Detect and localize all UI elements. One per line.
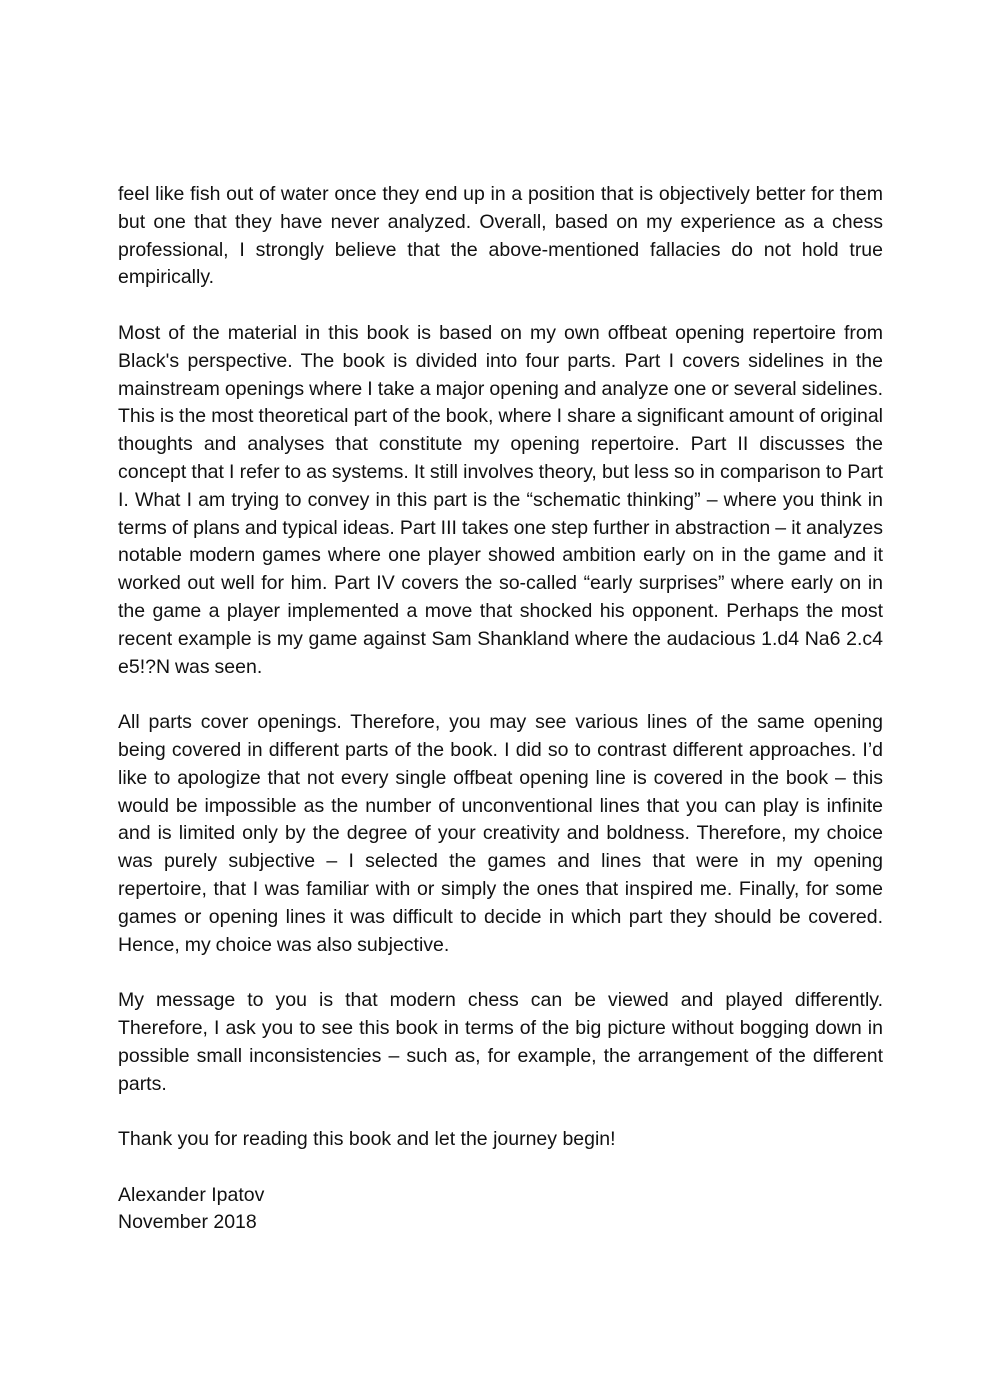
signature-block bbox=[118, 1182, 883, 1238]
document-page bbox=[118, 181, 883, 1237]
paragraph-2: Most of the material in this book is based on my own offbeat opening repertoire from Black's perspective. The book is divided into four parts. Part I covers sidelines in the mainstream openings where I take a major opening and analyze one or several sidelines. This is the most theoretical part of the book, where I share a significant amount of original thoughts and analyses that constitute my opening repertoire. Part II discusses the concept that I refer to as systems. It still involves theory, but less so in comparison to Part I. What I am trying to convey in this part is the “schematic thinking” – where you think in terms of plans and typical ideas. Part III takes one step further in abstraction – it analyzes notable modern games where one player showed ambition early on in the game and it worked out well for him. Part IV covers the so-called “early surprises” where early on in the game a player implemented a move that shocked his opponent. Perhaps the most recent example is my game against Sam Shankland where the audacious 1.d4 Na6 2.c4 e5!?N was seen. bbox=[118, 321, 883, 678]
paragraph-4: My message to you is that modern chess can be viewed and played differently. Therefore, I ask you to see this book in terms of the big picture without bogging down in possible small inconsistencies – such as, for example, the arrangement of the different parts. bbox=[118, 989, 883, 1095]
paragraph-3: All parts cover openings. Therefore, you may see various lines of the same opening being covered in different parts of the book. I did so to contrast different approaches. I’d like to apologize that not every single offbeat opening line is covered in the book – this would be impossible as the number of unconventional lines that you can play is infinite and is limited only by the degree of your creativity and boldness. Therefore, my choice was purely subjective – I selected the games and lines that were in my opening repertoire, that I was familiar with or simply the ones that inspired me. Finally, for some games or opening lines it was difficult to decide in which part they should be covered. Hence, my choice was also subjective. bbox=[118, 711, 883, 956]
signature-date: November 2018 bbox=[118, 1211, 257, 1234]
closing-line: Thank you for reading this book and let the journey begin! bbox=[118, 1128, 616, 1151]
author-name: Alexander Ipatov bbox=[118, 1183, 265, 1206]
paragraph-1: feel like fish out of water once they end up in a position that is objectively better for them but one that they have never analyzed. Overall, based on my experience as a chess professional, I strongly believe that the above-mentioned fallacies do not hold true empirically. bbox=[118, 183, 883, 289]
